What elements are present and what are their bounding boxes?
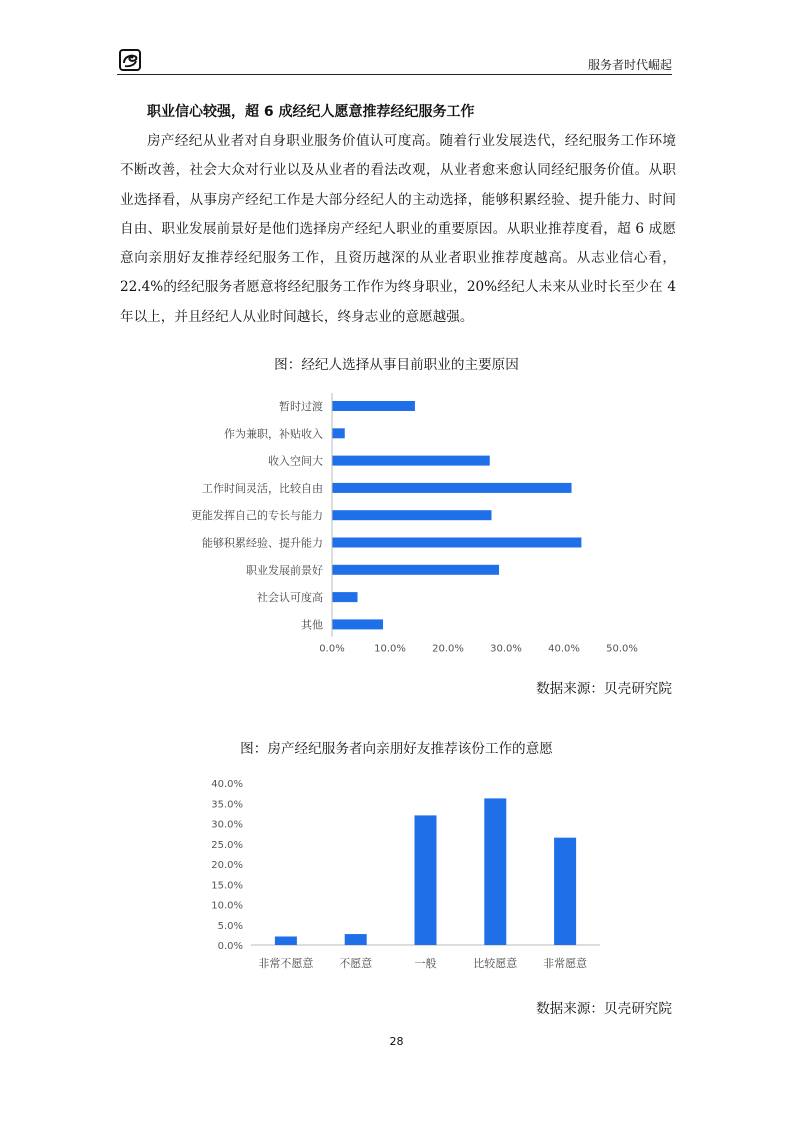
company-logo-icon — [119, 49, 141, 71]
chart1-bar — [332, 619, 383, 629]
chart1-category-label: 作为兼职，补贴收入 — [224, 427, 323, 441]
chart2-y-tick-label: 40.0% — [211, 779, 243, 790]
chart1-x-tick-label: 30.0% — [490, 643, 522, 655]
chart2-bar — [345, 934, 367, 945]
chart2-source: 数据来源：贝壳研究院 — [536, 1001, 672, 1017]
chart1-category-label: 职业发展前景好 — [246, 563, 323, 577]
chart1-bar — [332, 592, 358, 602]
chart2-bar — [275, 936, 297, 945]
chart1-bar — [332, 428, 345, 438]
chart2-y-tick-label: 25.0% — [211, 839, 243, 851]
chart1-category-label: 更能发挥自己的专长与能力 — [191, 509, 323, 523]
chart1-x-tick-label: 40.0% — [548, 643, 580, 655]
chart2-bar — [484, 798, 506, 945]
chart1-category-label: 收入空间大 — [268, 454, 323, 468]
chart1-category-label: 暂时过渡 — [279, 400, 323, 413]
chart1-x-tick-label: 20.0% — [432, 643, 464, 655]
section-title: 职业信心较强，超 6 成经纪人愿意推荐经纪服务工作 — [147, 104, 475, 120]
chart2-y-tick-label: 10.0% — [211, 900, 243, 912]
chart2-bar — [415, 815, 437, 945]
chart2-y-tick-label: 35.0% — [211, 799, 243, 811]
chart2-y-tick-label: 15.0% — [211, 880, 243, 892]
page-number: 28 — [389, 1035, 404, 1048]
chart1-category-label: 能够积累经验、提升能力 — [202, 536, 323, 550]
chart1-x-tick-label: 0.0% — [319, 643, 345, 655]
recommend-willingness-chart — [0, 770, 793, 975]
chart1-category-label: 其他 — [301, 618, 323, 632]
chart1-category-label: 社会认可度高 — [257, 591, 323, 605]
body-paragraph: 房产经纪从业者对自身职业服务价值认可度高。随着行业发展迭代，经纪服务工作环境不断改善，社会大众对行业以及从业者的看法改观，从业者愈来愈认同经纪服务价值。从职业选择看，从事房产经纪工作是大部分经纪人的主动选择，能够积累经验、提升能力、时间自由、职业发展前景好是他们选择房产经纪人职业的重要原因。从职业推荐度看，超 6 成愿意向亲朋好友推荐经纪服务工作，且资历越深的从业者职业推荐度越高。从志业信心看，22.4%的经纪服务者愿意将经纪服务工作作为终身职业，20%经纪人未来从业时长至少在 4 年以上，并且经纪人从业时间越长，终身志业的意愿越强。 — [120, 133, 676, 325]
chart1-bar — [332, 510, 492, 520]
chart1-source: 数据来源：贝壳研究院 — [536, 681, 672, 697]
chart2-y-tick-label: 20.0% — [211, 860, 243, 871]
chart2-y-tick-label: 0.0% — [217, 941, 243, 952]
chart1-bar — [332, 538, 581, 548]
chart2-category-label: 一般 — [414, 957, 437, 970]
chart2-bar — [554, 838, 576, 945]
chart1-bar — [332, 456, 490, 466]
chart1-category-label: 工作时间灵活，比较自由 — [202, 481, 323, 495]
reasons-bar-chart — [0, 385, 793, 665]
header-divider — [117, 74, 672, 75]
chart1-x-tick-label: 10.0% — [374, 643, 406, 655]
header-title: 服务者时代崛起 — [587, 58, 672, 72]
chart2-y-tick-label: 5.0% — [217, 920, 243, 932]
chart2-y-tick-label: 30.0% — [211, 819, 243, 831]
chart2-category-label: 非常愿意 — [543, 957, 588, 970]
chart2-category-label: 不愿意 — [339, 957, 373, 970]
chart1-bar — [332, 401, 415, 411]
chart2-title: 图：房产经纪服务者向亲朋好友推荐该份工作的意愿 — [240, 741, 553, 757]
chart1-bar — [332, 565, 499, 575]
chart1-title: 图：经纪人选择从事目前职业的主要原因 — [274, 357, 519, 373]
chart2-category-label: 非常不愿意 — [258, 957, 314, 970]
chart2-category-label: 比较愿意 — [473, 957, 518, 970]
chart1-x-tick-label: 50.0% — [606, 643, 638, 655]
chart1-bar — [332, 483, 572, 493]
